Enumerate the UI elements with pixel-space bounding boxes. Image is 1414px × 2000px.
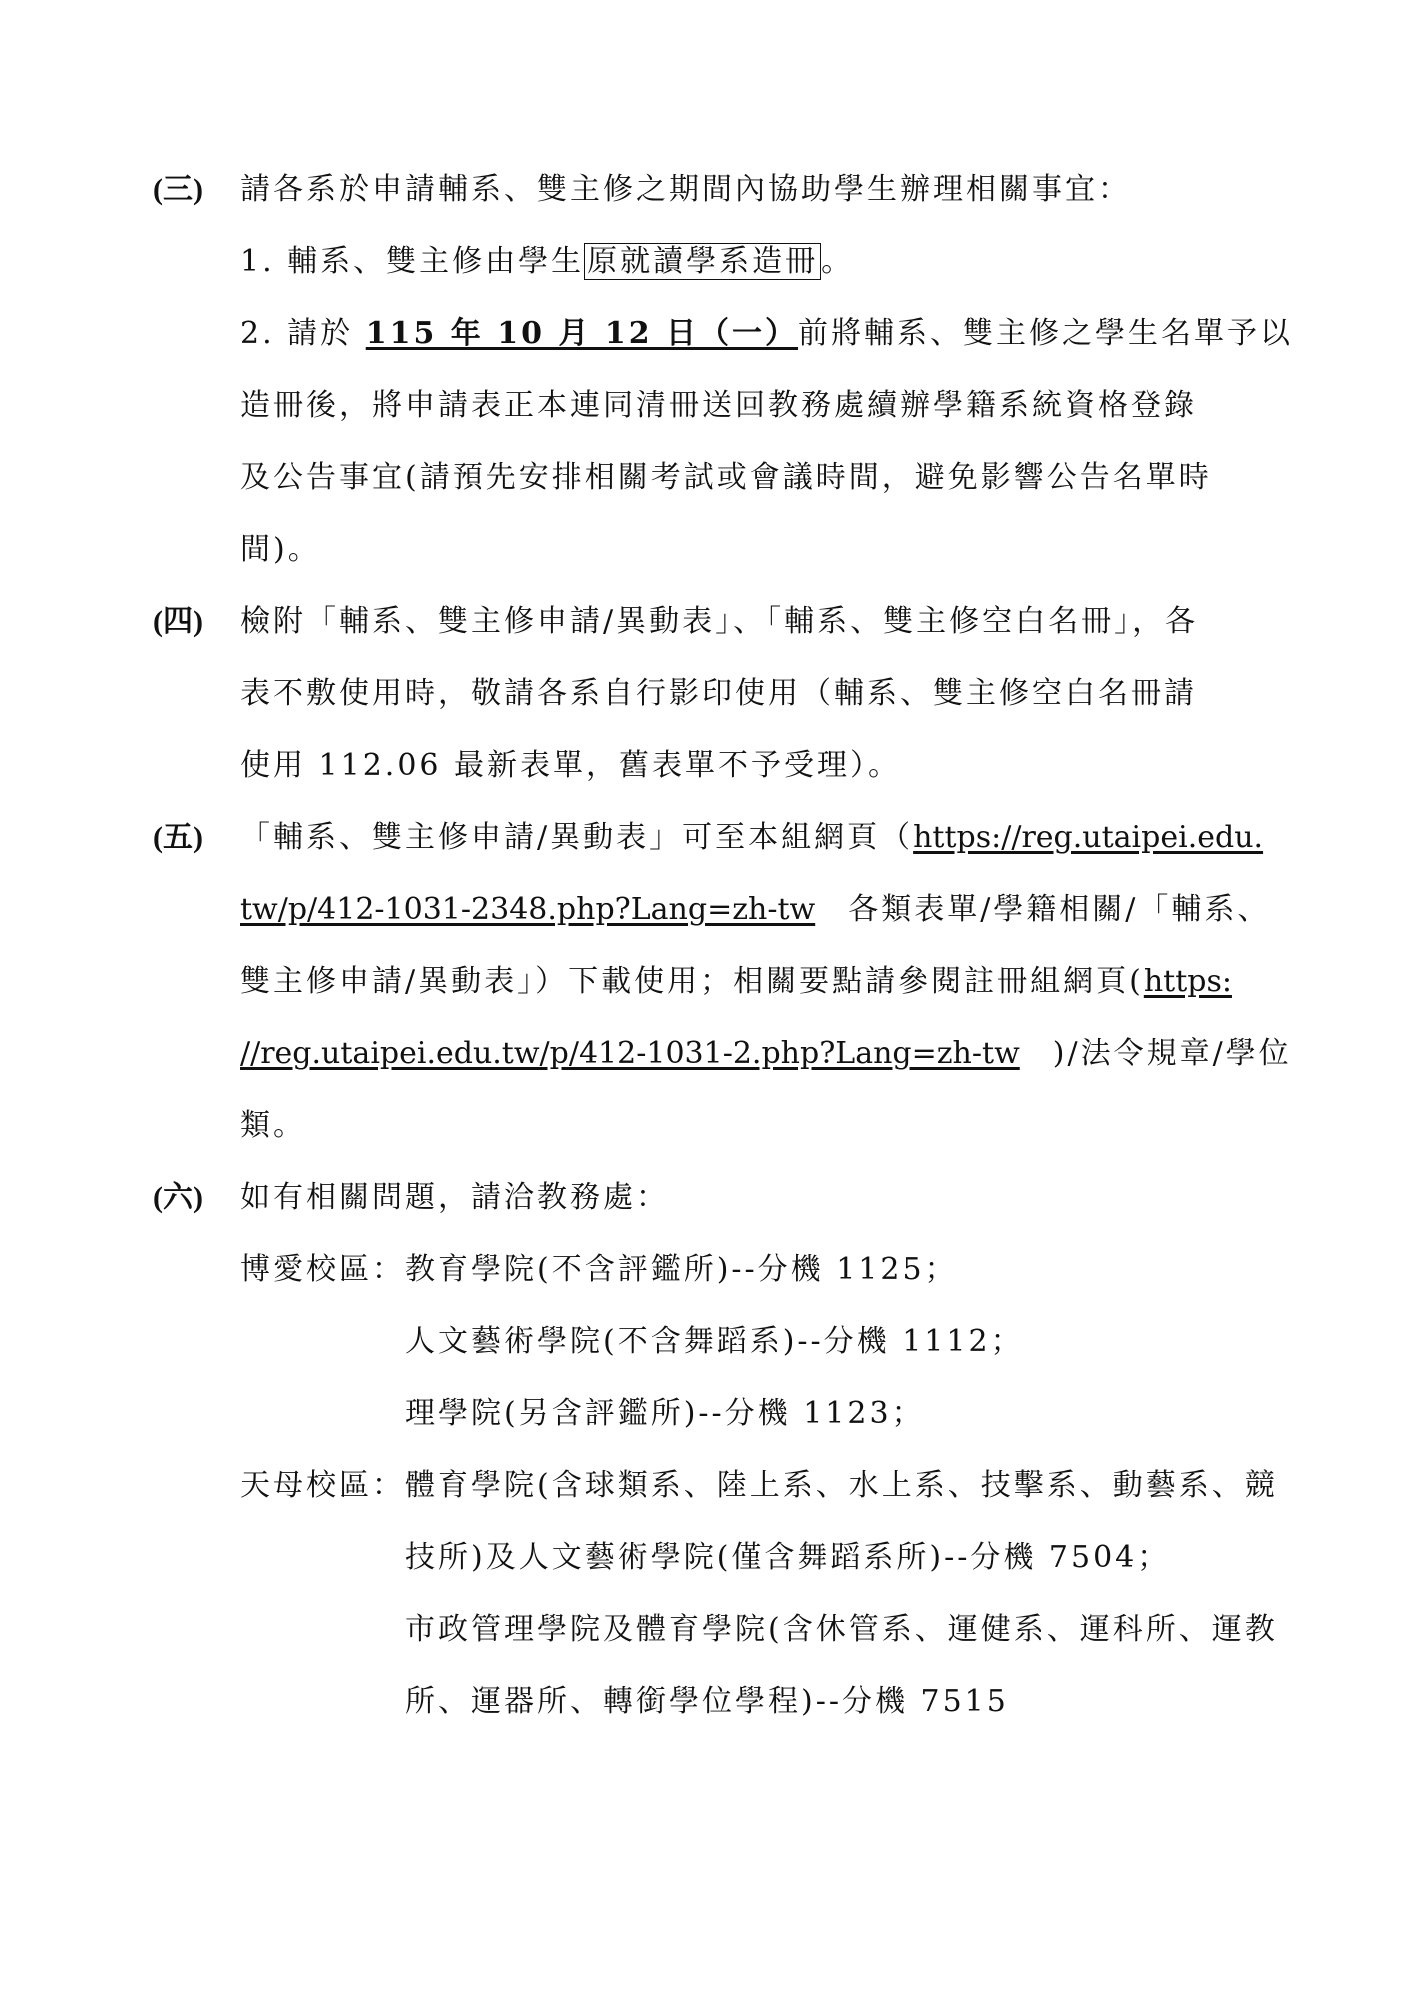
section-5-line-4 [240, 1032, 1292, 1076]
deadline-date: 115 年 10 月 12 日（一） [365, 316, 799, 351]
section-3-line-4: 造冊後，將申請表正本連同清冊送回教務處續辦學籍系統資格登錄 [240, 388, 1197, 423]
section-5-line-5: 類。 [240, 1108, 306, 1143]
section-4-marker: (四) [153, 605, 203, 638]
item-2-rest: 前將輔系、雙主修之學生名單予以 [798, 316, 1294, 351]
forms-link-part-2[interactable]: tw/p/412-1031-2348.php?Lang=zh-tw [240, 892, 816, 927]
section-5-line-2 [240, 888, 1270, 932]
section-5-marker: (五) [153, 821, 203, 854]
section-4-line-3: 使用 112.06 最新表單，舊表單不予受理）。 [240, 748, 902, 783]
boai-contact-2: 人文藝術學院(不含舞蹈系)--分機 1112； [405, 1324, 1024, 1359]
tianmu-contact-2a: 市政管理學院及體育學院(含休管系、運健系、運科所、運教 [405, 1612, 1278, 1647]
section-6-marker: (六) [153, 1181, 203, 1214]
tianmu-contact-1a: 體育學院(含球類系、陸上系、水上系、技擊系、動藝系、競 [405, 1468, 1278, 1503]
section-3-item-1 [240, 240, 854, 284]
section-6-line-1: 如有相關問題，請洽教務處： [240, 1180, 669, 1215]
item-1-boxed-text: 原就讀學系造冊 [584, 243, 821, 280]
section-5-line-3-text: 雙主修申請/異動表」）下載使用；相關要點請參閱註冊組網頁( [240, 964, 1144, 999]
section-5-line-2-text: 各類表單/學籍相關/「輔系、 [815, 892, 1271, 927]
tianmu-contact-1b: 技所)及人文藝術學院(僅含舞蹈系所)--分機 7504； [405, 1540, 1171, 1575]
section-5-line-3 [240, 960, 1232, 1004]
section-5-line-1 [240, 816, 1263, 860]
section-3-item-2 [240, 312, 1293, 356]
section-3-line-5: 及公告事宜(請預先安排相關考試或會議時間，避免影響公告名單時 [240, 460, 1212, 495]
item-1-prefix: 1. 輔系、雙主修由學生 [240, 244, 585, 279]
tianmu-campus-label: 天母校區： [240, 1468, 405, 1503]
section-5-line-4-text: )/法令規章/學位 [1019, 1036, 1292, 1071]
item-1-suffix: 。 [821, 244, 855, 279]
rules-link-part-2[interactable]: //reg.utaipei.edu.tw/p/412-1031-2.php?Lang=zh-tw [240, 1036, 1020, 1071]
rules-link-part-1[interactable]: https: [1143, 964, 1232, 999]
section-3-line-6: 間)。 [240, 532, 321, 567]
section-4-line-1: 檢附「輔系、雙主修申請/異動表」、「輔系、雙主修空白名冊」，各 [240, 604, 1199, 639]
boai-campus-label: 博愛校區： [240, 1252, 405, 1287]
boai-contact-1: 教育學院(不含評鑑所)--分機 1125； [405, 1252, 958, 1287]
section-3-marker: (三) [153, 173, 203, 206]
tianmu-contact-2b: 所、運器所、轉銜學位學程)--分機 7515 [405, 1684, 1009, 1719]
section-5-line-1-text: 「輔系、雙主修申請/異動表」可至本組網頁（ [240, 820, 914, 855]
boai-contact-3: 理學院(另含評鑑所)--分機 1123； [405, 1396, 925, 1431]
section-4-line-2: 表不敷使用時，敬請各系自行影印使用（輔系、雙主修空白名冊請 [240, 676, 1197, 711]
forms-link-part-1[interactable]: https://reg.utaipei.edu. [913, 820, 1264, 855]
item-2-prefix: 2. 請於 [240, 316, 366, 351]
section-3-line-1: 請各系於申請輔系、雙主修之期間內協助學生辦理相關事宜： [240, 172, 1131, 207]
